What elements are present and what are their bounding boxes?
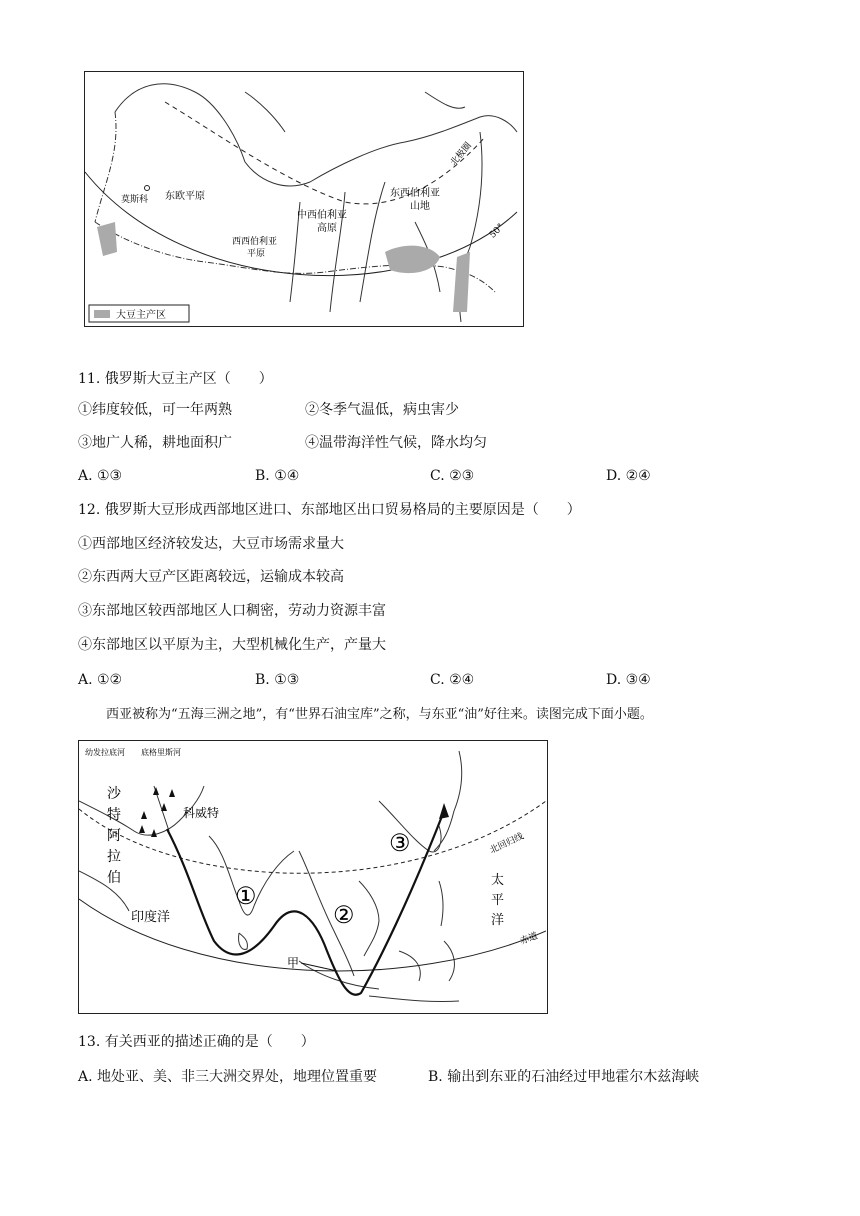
label-central-siberia-2: 高原 [317, 223, 337, 234]
label-arctic-circle: 北极圈 [448, 140, 474, 169]
q11-item-1: ①纬度较低，可一年两熟 [78, 402, 232, 418]
intro-paragraph: 西亚被称为“五海三洲之地”，有“世界石油宝库”之称，与东亚“油”好往来。读图完成下面小题。 [106, 707, 653, 722]
q11-option-c[interactable]: C. ②③ [430, 468, 475, 484]
vietnam-coast [359, 881, 379, 956]
java [369, 996, 459, 1002]
q13-option-a[interactable]: A. 地处亚、美、非三大洲交界处，地理位置重要 [78, 1069, 378, 1085]
arctic-islands [425, 92, 465, 108]
label-route-1: ① [235, 882, 257, 910]
oil-route-arrowhead [439, 803, 449, 819]
label-pacific-3: 洋 [491, 913, 505, 928]
soybean-area-far-east [453, 252, 470, 312]
novaya-zemlya [245, 92, 285, 132]
label-tigris: 底格里斯河 [141, 748, 181, 757]
q11-item-4: ④温带海洋性气候，降水均匀 [305, 435, 487, 451]
q12-item-1: ①西部地区经济较发达，大豆市场需求量大 [78, 536, 344, 552]
west-asia-oil-route-map [78, 740, 548, 1014]
tropic-of-cancer-line [79, 801, 546, 873]
sri-lanka [239, 933, 248, 949]
oil-derricks [139, 787, 175, 837]
label-tropic: 北回归线 [488, 831, 526, 857]
label-east-siberia-1: 东西伯利亚 [390, 188, 440, 199]
q11-option-b[interactable]: B. ①④ [255, 468, 300, 484]
label-route-3: ③ [389, 829, 411, 857]
lena-river [360, 182, 385, 302]
label-route-2: ② [333, 901, 355, 929]
q11-item-2: ②冬季气温低，病虫害少 [305, 402, 459, 418]
oil-derrick-icon [151, 829, 157, 837]
soybean-area-west [97, 222, 117, 256]
label-east-europe-plain: 东欧平原 [165, 191, 205, 202]
label-jia: 甲 [287, 956, 300, 970]
label-pacific-1: 太 [491, 873, 505, 888]
label-pacific-2: 平 [491, 893, 505, 908]
arabia-south-coast [79, 871, 129, 911]
north-coastline [115, 84, 517, 186]
label-saudi-3: 阿 [107, 828, 121, 844]
q11-option-d[interactable]: D. ②④ [606, 468, 651, 484]
label-kuwait: 科威特 [183, 806, 220, 820]
q12-option-b[interactable]: B. ①③ [255, 672, 300, 688]
label-saudi-2: 特 [107, 807, 121, 823]
q12-option-a[interactable]: A. ①② [78, 672, 123, 688]
oil-derrick-icon [169, 789, 175, 797]
philippines [439, 881, 443, 926]
japan-islands [434, 751, 462, 851]
russia-soybean-map [84, 71, 524, 327]
label-saudi-1: 沙 [107, 786, 121, 802]
oil-derrick-icon [139, 825, 145, 833]
q12-option-c[interactable]: C. ②④ [430, 672, 475, 688]
q12-item-4: ④东部地区以平原为主，大型机械化生产，产量大 [78, 637, 386, 653]
q11-option-a[interactable]: A. ①③ [78, 468, 123, 484]
oil-derrick-icon [161, 803, 167, 811]
oil-derrick-icon [153, 787, 159, 795]
oil-route-map-svg [79, 741, 546, 1012]
q11-stem: 11. 俄罗斯大豆主产区（ ） [78, 371, 273, 387]
q13-option-b[interactable]: B. 输出到东亚的石油经过甲地霍尔木兹海峡 [428, 1069, 700, 1085]
q12-item-3: ③东部地区较西部地区人口稠密，劳动力资源丰富 [78, 603, 386, 619]
label-indian-ocean: 印度洋 [131, 910, 171, 925]
label-east-siberia-2: 山地 [410, 201, 430, 212]
label-saudi-5: 伯 [107, 870, 121, 886]
label-moscow: 莫斯科 [121, 195, 149, 205]
q12-option-d[interactable]: D. ③④ [606, 672, 651, 688]
q11-item-3: ③地广人稀，耕地面积广 [78, 435, 232, 451]
soybean-area-east [385, 246, 440, 273]
legend-label: 大豆主产区 [116, 310, 166, 321]
western-border [95, 112, 116, 222]
label-central-siberia-1: 中西伯利亚 [297, 210, 347, 221]
oil-derrick-icon [141, 811, 147, 819]
label-west-siberia-2: 平原 [247, 249, 266, 259]
legend-swatch [94, 310, 110, 318]
label-saudi-4: 拉 [107, 849, 121, 865]
q13-stem: 13. 有关西亚的描述正确的是（ ） [78, 1034, 315, 1050]
q12-stem: 12. 俄罗斯大豆形成西部地区进口、东部地区出口贸易格局的主要原因是（ ） [78, 502, 581, 518]
label-lat50: 50° [487, 222, 507, 241]
label-equator: 赤道 [518, 931, 540, 947]
label-euphrates: 幼发拉底河 [85, 748, 125, 757]
label-west-siberia-1: 西西伯利亚 [232, 237, 278, 247]
q12-item-2: ②东西两大豆产区距离较远，运输成本较高 [78, 569, 344, 585]
russia-map-svg [85, 72, 522, 325]
moscow-marker [145, 186, 150, 191]
